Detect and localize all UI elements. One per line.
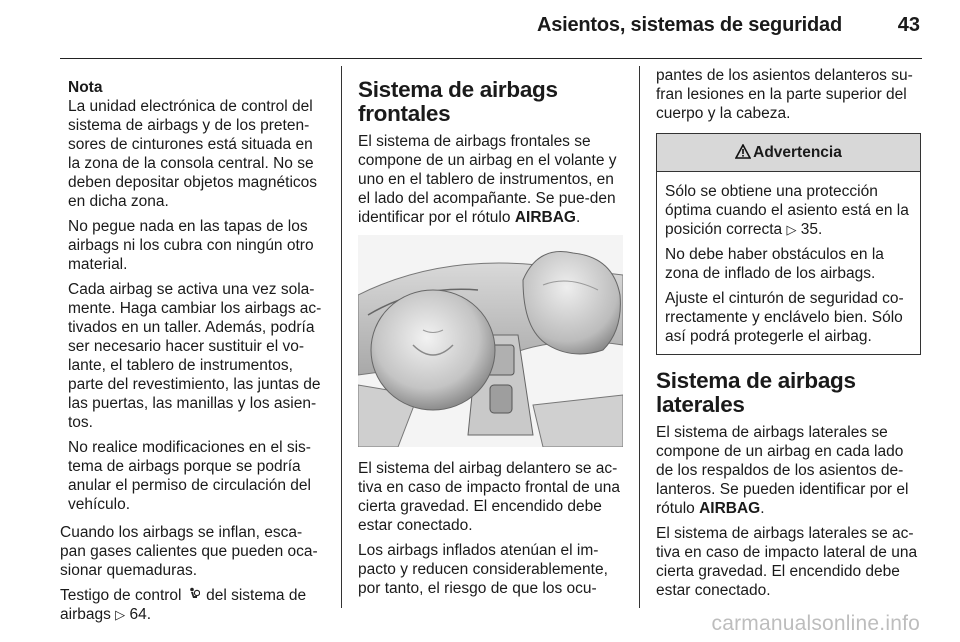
paragraph-frontal-intro bbox=[358, 132, 623, 227]
page-header-title: Asientos, sistemas de seguridad bbox=[536, 14, 842, 36]
side-intro-text: El sistema de airbags laterales se compone de un airbag en cada lado de los respaldos de los asientos de-lanteros. Se pueden identificar por el rótulo bbox=[656, 424, 909, 517]
airbag-warning-icon bbox=[188, 587, 200, 602]
section-heading-side-airbags: Sistema de airbags laterales bbox=[656, 368, 856, 417]
warning-page-reference: 35. bbox=[800, 221, 823, 238]
column-divider-1 bbox=[341, 66, 342, 608]
note-paragraph-2: No pegue nada en las tapas de los airbags ni los cubra con ningún otro material. bbox=[68, 218, 314, 273]
note-paragraph-4: No realice modificaciones en el sis-tema de airbags porque se podría anular el permiso de circulación del vehículo. bbox=[68, 439, 311, 513]
warning-body bbox=[657, 172, 920, 354]
section-heading-frontal-airbags: Sistema de airbags frontales bbox=[358, 77, 558, 126]
paragraph-frontal-protection: Los airbags inflados atenúan el im-pacto y reducen considerablemente, por tanto, el riesgo de que los ocu- bbox=[358, 542, 608, 597]
column-divider-2 bbox=[639, 66, 640, 608]
warning-box bbox=[656, 133, 921, 355]
airbag-label: AIRBAG bbox=[514, 209, 576, 226]
warning-paragraph-1 bbox=[665, 182, 912, 239]
frontal-intro-text: El sistema de airbags frontales se compone de un airbag en el volante y uno en el tablero de instrumentos, en el lado del acompañante. Se pue-den identificar por el rótulo bbox=[358, 133, 617, 226]
frontal-airbags-drawing bbox=[358, 235, 623, 447]
airbag-label: AIRBAG bbox=[699, 500, 761, 517]
note-label: Nota bbox=[68, 79, 103, 96]
page-reference-arrow-icon: ▷ bbox=[115, 607, 126, 622]
warning-triangle-icon bbox=[735, 144, 751, 159]
page-reference-arrow-icon: ▷ bbox=[786, 222, 797, 237]
left-column bbox=[60, 66, 325, 630]
control-light-text: Testigo de control bbox=[60, 587, 182, 604]
watermark: carmanualsonline.info bbox=[711, 612, 920, 635]
control-light-text-2: del sistema de airbags bbox=[60, 587, 307, 623]
warning-paragraph-3: Ajuste el cinturón de seguridad co-rrectamente y enclávelo bien. Sólo así podrá protegerle el airbag. bbox=[665, 290, 904, 345]
warning-header bbox=[657, 134, 920, 172]
period: . bbox=[575, 209, 581, 226]
paragraph-side-activation: El sistema de airbags laterales se ac-tiva en caso de impacto lateral de una cierta gravedad. El encendido debe estar conectado. bbox=[656, 525, 918, 599]
paragraph-hot-gases: Cuando los airbags se inflan, esca-pan gases calientes que pueden oca-sionar quemaduras. bbox=[60, 524, 318, 579]
header-rule bbox=[60, 58, 922, 59]
airbag-illustration bbox=[358, 235, 623, 447]
middle-column bbox=[358, 66, 623, 604]
warning-title: Advertencia bbox=[753, 144, 842, 161]
page-number: 43 bbox=[897, 14, 920, 36]
right-column bbox=[656, 66, 921, 606]
page-reference: 64. bbox=[129, 606, 152, 623]
period: . bbox=[760, 500, 765, 517]
paragraph-side-intro bbox=[656, 423, 921, 518]
paragraph-control-light bbox=[60, 586, 325, 624]
paragraph-frontal-activation: El sistema del airbag delantero se ac-tiva en caso de impacto frontal de una cierta gravedad. El encendido debe estar conectado. bbox=[358, 460, 620, 534]
warning-paragraph-1-text: Sólo se obtiene una protección óptima cuando el asiento está en la posición correcta bbox=[665, 183, 909, 238]
warning-paragraph-2: No debe haber obstáculos en la zona de inflado de los airbags. bbox=[665, 246, 884, 282]
note-paragraph-1: La unidad electrónica de control del sistema de airbags y de los preten-sores de cinturones está situada en la zona de la consola central. No se deben depositar objetos magnéticos en dicha zona. bbox=[68, 98, 318, 210]
note-paragraph-3: Cada airbag se activa una vez sola-mente. Haga cambiar los airbags ac-tivados en un taller. Además, podría ser necesario hacer sustituir el vo-lante, el tablero de instrumentos, parte del revestimiento, las juntas de las puertas, las manillas y los asien-tos. bbox=[68, 281, 322, 431]
paragraph-continuation: pantes de los asientos delanteros su-fran lesiones en la parte superior del cuerpo y la cabeza. bbox=[656, 67, 913, 122]
